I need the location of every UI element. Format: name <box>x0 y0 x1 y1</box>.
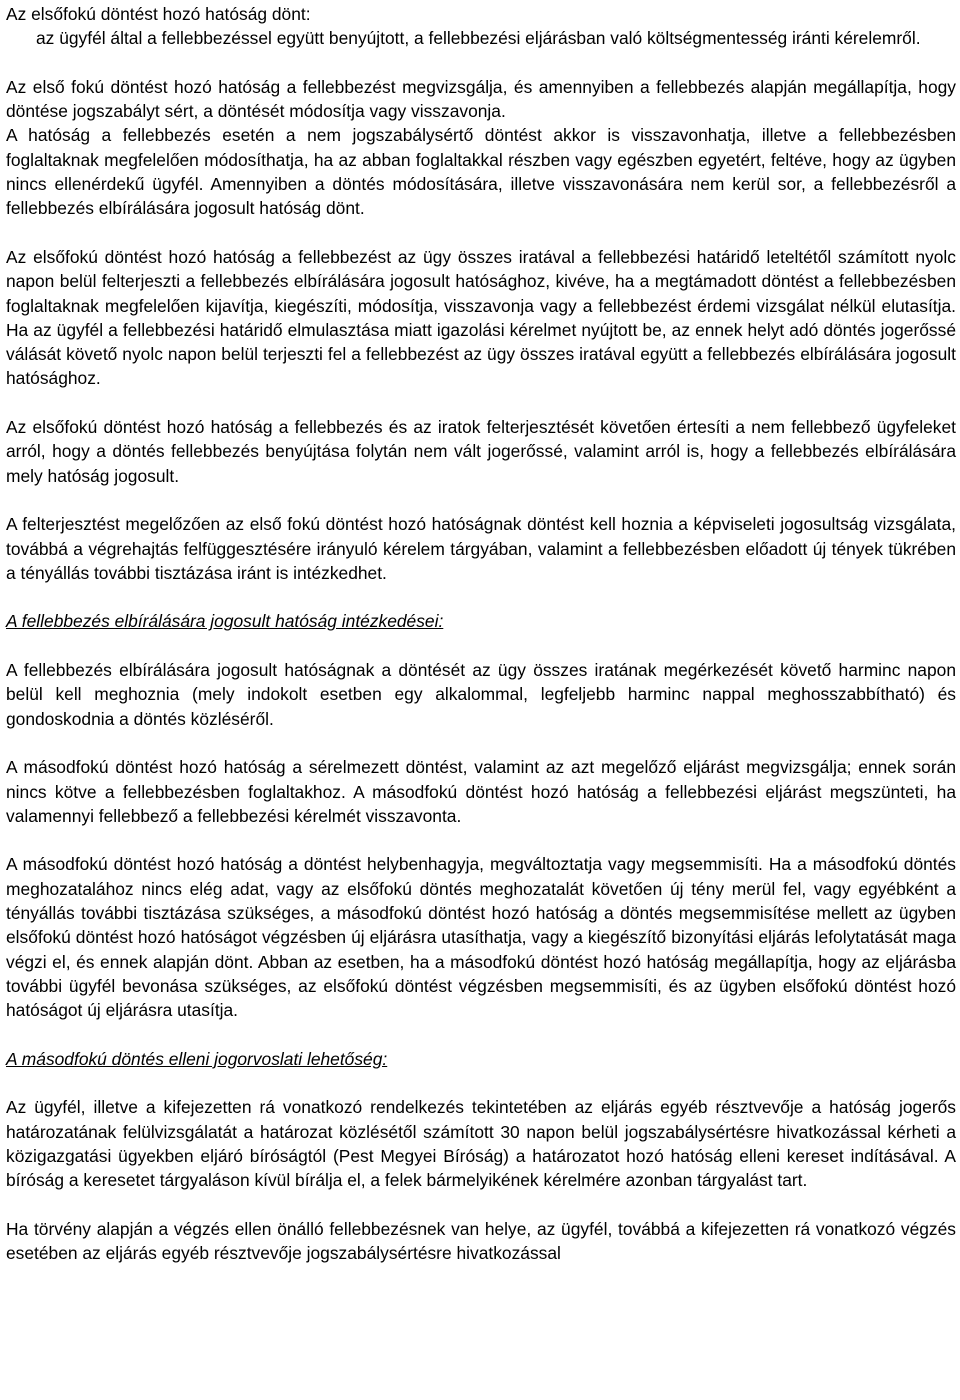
paragraph-8: A másodfokú döntést hozó hatóság a döntést helybenhagyja, megváltoztatja vagy megsemmisíti. Ha a másodfokú döntés meghozatalához nincs elég adat, vagy az elsőfokú döntés meghozatalát követően új tény merül fel, vagy egyébként a tényállás további tisztázása szükséges, a másodfokú döntést hozó hatóság a döntés megsemmisítése mellett az ügyben elsőfokú döntést hozó hatóságot végzésben új eljárásra utasíthatja, vagy a kiegészítő bizonyítási eljárás lefolytatását maga végzi el, és ennek alapján dönt. Abban az esetben, ha a másodfokú döntést hozó hatóság megállapítja, hogy az eljárásba további ügyfél bevonása szükséges, az elsőfokú döntést végzésben megsemmisíti, és az ügyben elsőfokú döntést hozó hatóságot új eljárásra utasítja. <box>6 854 956 1021</box>
paragraph-6: A fellebbezés elbírálására jogosult hatóságnak a döntését az ügy összes iratának megérkezését követő harminc napon belül kell meghoznia (mely indokolt esetben egy alkalommal, legfeljebb harminc nappal meghosszabbítható) és gondoskodnia a döntés közléséről. <box>6 660 956 729</box>
intro-line-2: az ügyfél által a fellebbezéssel együtt benyújtott, a fellebbezési eljárásban való költségmentesség iránti kérelemről. <box>36 28 921 49</box>
section-heading-1: A fellebbezés elbírálására jogosult hatóság intézkedései: <box>6 611 444 632</box>
paragraph-1: Az első fokú döntést hozó hatóság a fellebbezést megvizsgálja, és amennyiben a fellebbezés alapján megállapítja, hogy döntése jogszabályt sért, a döntését módosítja vagy visszavonja. <box>6 76 956 122</box>
intro-line-1: Az elsőfokú döntést hozó hatóság dönt: <box>6 4 311 24</box>
paragraph-7: A másodfokú döntést hozó hatóság a sérelmezett döntést, valamint az azt megelőző eljárást megvizsgálja; ennek során nincs kötve a fellebbezésben foglaltakhoz. A másodfokú döntést hozó hatóság a fellebbezési eljárást megszünteti, ha valamennyi fellebbező a fellebbezési kérelmét visszavonta. <box>6 757 956 826</box>
paragraph-9: Az ügyfél, illetve a kifejezetten rá vonatkozó rendelkezés tekintetében az eljárás egyéb résztvevője a hatóság jogerős határozatának felülvizsgálatát a határozat közlésétől számított 30 napon belül jogszabálysértésre hivatkozással kérheti a közigazgatási ügyekben eljáró bíróságtól (Pest Megyei Bíróság) a határozatot hozó hatóság elleni kereset indításával. A bíróság a keresetet tárgyaláson kívül bírálja el, a felek bármelyikének kérelmére azonban tárgyalást tart. <box>6 1097 956 1191</box>
document-page <box>6 2 956 1290</box>
section-heading-2: A másodfokú döntés elleni jogorvoslati lehetőség: <box>6 1048 388 1069</box>
intro-block <box>6 2 956 51</box>
paragraph-4: Az elsőfokú döntést hozó hatóság a fellebbezés és az iratok felterjesztését követően értesíti a nem fellebbező ügyfeleket arról, hogy a döntés fellebbezés benyújtása folytán nem vált jogerőssé, valamint arról is, hogy a fellebbezés elbírálására mely hatóság jogosult. <box>6 417 956 486</box>
paragraph-2: A hatóság a fellebbezés esetén a nem jogszabálysértő döntést akkor is visszavonhatja, illetve a fellebbezésben foglaltaknak megfelelően módosíthatja, ha az abban foglaltakkal részben vagy egészben egyetért, feltéve, hogy az ügyben nincs ellenérdekű ügyfél. Amennyiben a döntés módosítására, illetve visszavonására nem kerül sor, a fellebbezésről a fellebbezés elbírálására jogosult hatóság dönt. <box>6 125 956 219</box>
paragraph-5: A felterjesztést megelőzően az első fokú döntést hozó hatóságnak döntést kell hoznia a képviseleti jogosultság vizsgálata, továbbá a végrehajtás felfüggesztésére irányuló kérelem tárgyában, valamint a fellebbezésben előadott új tények tükrében a tényállás további tisztázása iránt is intézkedhet. <box>6 514 956 583</box>
paragraph-3: Az elsőfokú döntést hozó hatóság a fellebbezést az ügy összes iratával a fellebbezési határidő leteltétől számított nyolc napon belül felterjeszti a fellebbezés elbírálására jogosult hatósághoz, kivéve, ha a megtámadott döntést a fellebbezésben foglaltaknak megfelelően kijavítja, kiegészíti, módosítja, visszavonja vagy a fellebbezést érdemi vizsgálat nélkül elutasítja. Ha az ügyfél a fellebbezési határidő elmulasztása miatt igazolási kérelmet nyújtott be, az ennek helyt adó döntés jogerőssé válását követő nyolc napon belül terjeszti fel a fellebbezést az ügy összes iratával együtt a fellebbezés elbírálására jogosult hatósághoz. <box>6 246 956 389</box>
paragraph-10: Ha törvény alapján a végzés ellen önálló fellebbezésnek van helye, az ügyfél, továbbá a kifejezetten rá vonatkozó végzés esetében az eljárás egyéb résztvevője jogszabálysértésre hivatkozással <box>6 1218 956 1264</box>
